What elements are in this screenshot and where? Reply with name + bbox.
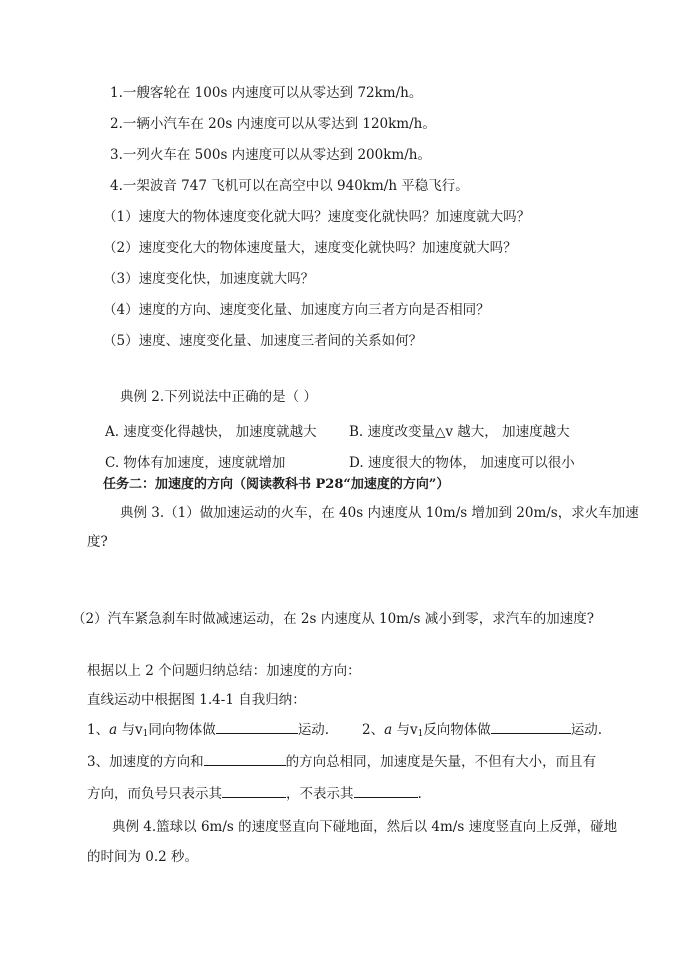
- question-1: （1）速度大的物体速度变化就大吗？速度变化就快吗？加速度就大吗？: [103, 209, 531, 225]
- fill-in-1: [87, 720, 329, 743]
- blank-4[interactable]: [222, 784, 286, 798]
- blank-2[interactable]: [491, 720, 571, 734]
- question-3: （3）速度变化快，加速度就大吗？: [103, 271, 315, 287]
- intro-item-1: 1.一艘客轮在 100s 内速度可以从零达到 72km/h。: [110, 85, 423, 101]
- fill2-subscript: 1: [417, 729, 424, 739]
- example3-part1-line1: 典例 3.（1）做加速运动的火车，在 40s 内速度从 10m/s 增加到 20m/s，求火车加速: [120, 505, 639, 521]
- summary-line-1: 根据以上 2 个问题归纳总结：加速度的方向：: [87, 663, 361, 679]
- fill3-text-a: 3、加速度的方向和: [87, 754, 204, 770]
- example4-line1: 典例 4.篮球以 6m/s 的速度竖直向下碰地面，然后以 4m/s 速度竖直向上反弹，碰地: [112, 819, 618, 835]
- fill1-end: 运动.: [297, 722, 330, 738]
- fill2-symbol-v: 与v: [392, 722, 418, 738]
- example2-option-c: C. 物体有加速度，速度就增加: [105, 455, 286, 471]
- example3-part1-line2: 度?: [87, 534, 108, 550]
- fill1-symbol-a: a: [109, 722, 118, 738]
- blank-1[interactable]: [216, 720, 298, 734]
- question-2: （2）速度变化大的物体速度量大，速度变化就快吗？加速度就大吗？: [103, 240, 517, 256]
- fill1-prefix: 1、: [87, 722, 110, 738]
- fill-in-3-cont: [87, 784, 422, 803]
- fill-in-2: [362, 720, 602, 743]
- fill2-text: 反向物体做: [423, 722, 491, 738]
- example2-stem: 典例 2.下列说法中正确的是（ ）: [120, 389, 317, 405]
- example2-option-b: B. 速度改变量△v 越大， 加速度越大: [349, 424, 570, 440]
- example4-line2: 的时间为 0.2 秒。: [87, 849, 199, 865]
- fill1-subscript: 1: [142, 729, 149, 739]
- fill2-end: 运动.: [570, 722, 603, 738]
- task2-heading: 任务二：加速度的方向（阅读教科书 P28“加速度的方向”）: [103, 477, 450, 492]
- fill-in-3: [87, 752, 596, 771]
- intro-item-4: 4.一架波音 747 飞机可以在高空中以 940km/h 平稳飞行。: [110, 178, 469, 194]
- intro-item-2: 2.一辆小汽车在 20s 内速度可以从零达到 120km/h。: [110, 116, 436, 132]
- fill3-text-b: 的方向总相同，加速度是矢量，不但有大小，而且有: [285, 754, 597, 770]
- fill1-symbol-v: 与v: [117, 722, 143, 738]
- fill3-text-c: 方向，而负号只表示其: [87, 786, 222, 802]
- blank-3[interactable]: [204, 752, 286, 766]
- fill2-prefix: 2、: [362, 722, 385, 738]
- blank-5[interactable]: [354, 784, 418, 798]
- summary-line-2: 直线运动中根据图 1.4-1 自我归纳：: [87, 692, 306, 708]
- example3-part2: （2）汽车紧急刹车时做减速运动，在 2s 内速度从 10m/s 减小到零，求汽车的加速度?: [72, 611, 594, 627]
- example2-option-a: A. 速度变化得越快， 加速度就越大: [105, 424, 317, 440]
- question-4: （4）速度的方向、速度变化量、加速度方向三者方向是否相同？: [103, 302, 490, 318]
- fill3-text-e: .: [417, 786, 422, 802]
- fill1-text: 同向物体做: [148, 722, 216, 738]
- example2-option-d: D. 速度很大的物体， 加速度可以很小: [349, 455, 575, 471]
- question-5: （5）速度、速度变化量、加速度三者间的关系如何？: [103, 333, 423, 349]
- fill2-symbol-a: a: [384, 722, 393, 738]
- intro-item-3: 3.一列火车在 500s 内速度可以从零达到 200km/h。: [110, 147, 431, 163]
- fill3-text-d: ，不表示其: [286, 786, 354, 802]
